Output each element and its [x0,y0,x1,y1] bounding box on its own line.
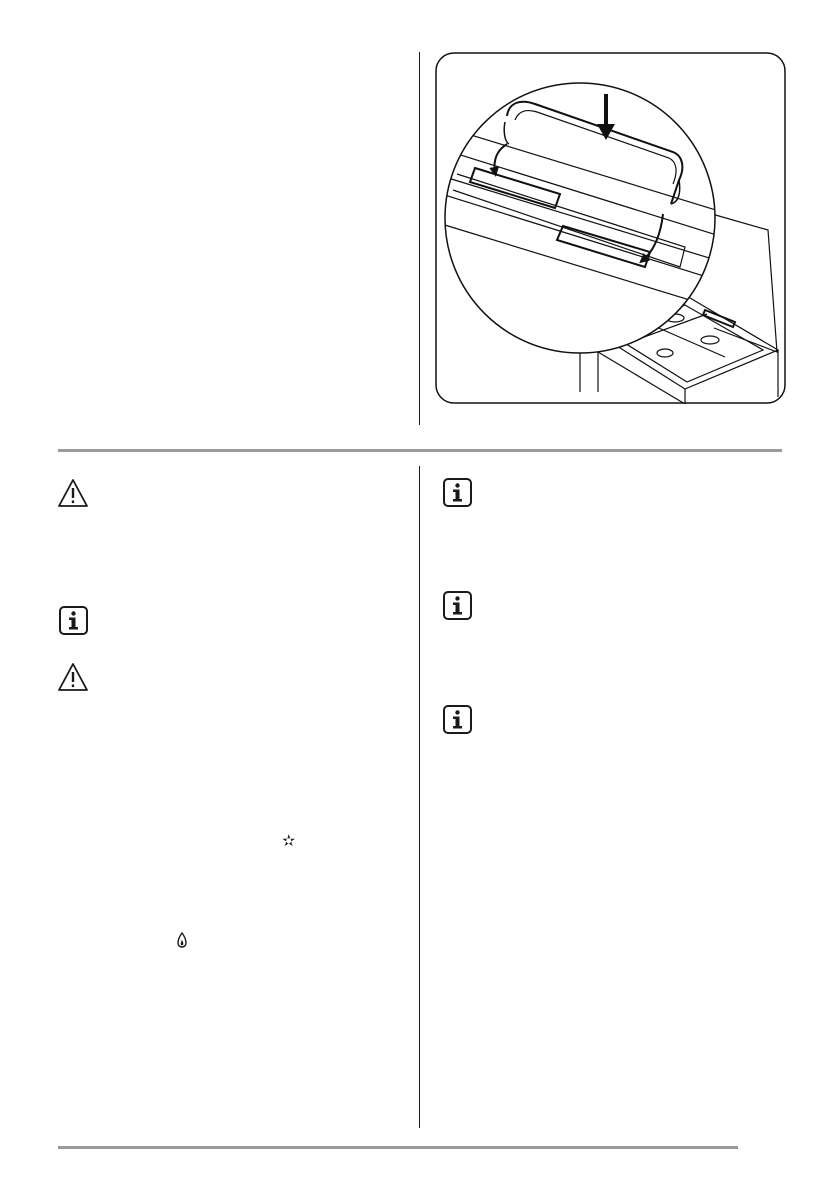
column-divider-bottom [419,466,420,1128]
info-icon [443,478,472,507]
warning-icon [57,662,89,692]
flame-symbol-icon [176,932,188,948]
info-icon [443,591,472,620]
info-icon [443,705,472,734]
warning-icon [57,478,89,508]
ignition-symbol-icon: ✫ [282,831,296,850]
info-icon [59,606,88,635]
section-rule-bottom [58,1146,738,1149]
section-rule-top [58,449,782,452]
column-divider-top [419,52,420,425]
lid-installation-illustration [435,52,786,404]
